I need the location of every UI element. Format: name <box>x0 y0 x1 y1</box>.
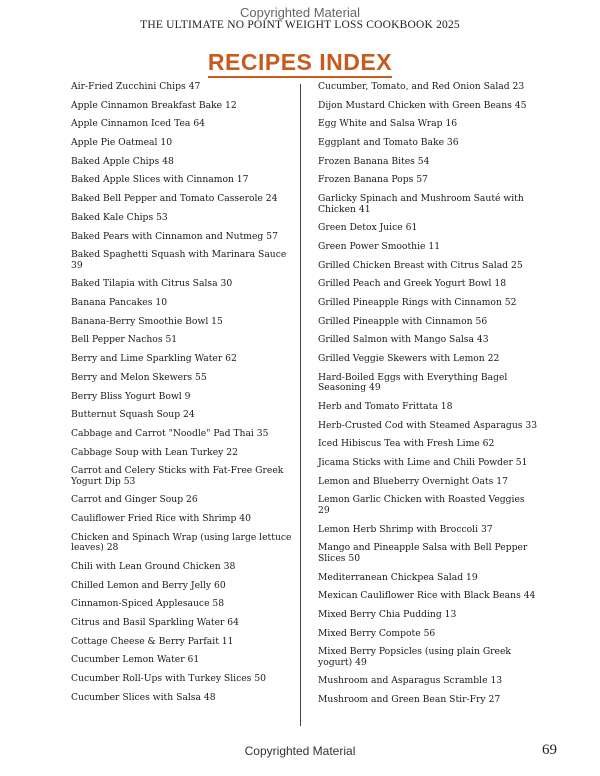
index-entry: Herb-Crusted Cod with Steamed Asparagus 33 <box>318 419 538 431</box>
index-entry: Berry and Melon Skewers 55 <box>71 371 207 383</box>
index-entry: Cottage Cheese & Berry Parfait 11 <box>71 635 234 647</box>
page-number: 69 <box>542 742 557 758</box>
index-entry: Cucumber Roll-Ups with Turkey Slices 50 <box>71 673 267 685</box>
index-entry: Herb and Tomato Frittata 18 <box>318 401 453 412</box>
index-entry: Hard-Boiled Eggs with Everything Bagel Seasoning 49 <box>318 371 508 394</box>
index-entry: Mediterranean Chickpea Salad 19 <box>318 571 478 583</box>
index-entry: Grilled Salmon with Mango Salsa 43 <box>318 334 489 346</box>
index-entry: Apple Pie Oatmeal 10 <box>71 137 173 149</box>
index-entry: Bell Pepper Nachos 51 <box>71 334 178 346</box>
index-entry: Mexican Cauliflower Rice with Black Beans 44 <box>318 590 536 602</box>
index-entry: Green Power Smoothie 11 <box>318 241 441 252</box>
book-title: THE ULTIMATE NO POINT WEIGHT LOSS COOKBOOK 2025 <box>140 19 460 31</box>
index-entry: Apple Cinnamon Breakfast Bake 12 <box>71 99 237 111</box>
index-entry: Cucumber Slices with Salsa 48 <box>71 691 216 703</box>
page-title-text: RECIPES INDEX <box>208 49 392 78</box>
index-entry: Apple Cinnamon Iced Tea 64 <box>71 118 206 130</box>
index-entry: Egg White and Salsa Wrap 16 <box>318 118 458 130</box>
index-entry: Baked Kale Chips 53 <box>71 211 168 223</box>
index-entry: Chili with Lean Ground Chicken 38 <box>71 561 236 572</box>
index-entry: Air-Fried Zucchini Chips 47 <box>71 81 201 92</box>
index-entry: Dijon Mustard Chicken with Green Beans 45 <box>318 99 527 111</box>
index-entry: Cauliflower Fried Rice with Shrimp 40 <box>71 513 251 525</box>
index-entry: Banana Pancakes 10 <box>71 297 168 309</box>
column-divider <box>300 84 301 726</box>
index-entry: Mushroom and Green Bean Stir-Fry 27 <box>318 694 501 706</box>
index-entry: Chilled Lemon and Berry Jelly 60 <box>71 579 226 591</box>
index-entry: Cabbage and Carrot "Noodle" Pad Thai 35 <box>71 427 269 439</box>
index-entry: Carrot and Celery Sticks with Fat-Free Greek Yogurt Dip 53 <box>71 465 284 487</box>
page-title <box>0 49 600 76</box>
index-entry: Cucumber Lemon Water 61 <box>71 654 200 666</box>
index-entry: Jicama Sticks with Lime and Chili Powder 51 <box>318 457 528 469</box>
index-entry: Chicken and Spinach Wrap (using large lettuce leaves) 28 <box>71 531 292 554</box>
index-entry: Lemon and Blueberry Overnight Oats 17 <box>318 475 508 487</box>
copyright-watermark-footer: Copyrighted Material <box>244 744 356 758</box>
recipe-index-left-column <box>71 82 293 712</box>
index-entry: Green Detox Juice 61 <box>318 222 418 234</box>
index-entry: Baked Apple Chips 48 <box>71 155 174 167</box>
index-entry: Mushroom and Asparagus Scramble 13 <box>318 675 503 687</box>
index-entry: Cucumber, Tomato, and Red Onion Salad 23 <box>318 81 525 92</box>
recipe-index-right-column <box>318 82 538 714</box>
index-entry: Baked Spaghetti Squash with Marinara Sauce 39 <box>71 249 287 271</box>
index-entry: Baked Pears with Cinnamon and Nutmeg 57 <box>71 230 278 242</box>
index-entry: Iced Hibiscus Tea with Fresh Lime 62 <box>318 438 495 450</box>
index-entry: Frozen Banana Pops 57 <box>318 174 428 186</box>
index-entry: Mixed Berry Chia Pudding 13 <box>318 608 457 620</box>
index-entry: Cinnamon-Spiced Applesauce 58 <box>71 598 225 610</box>
index-entry: Mango and Pineapple Salsa with Bell Pepper Slices 50 <box>318 542 528 564</box>
index-entry: Citrus and Basil Sparkling Water 64 <box>71 617 240 629</box>
index-entry: Grilled Pineapple with Cinnamon 56 <box>318 315 488 327</box>
index-entry: Banana-Berry Smoothie Bowl 15 <box>71 315 223 327</box>
index-entry: Berry Bliss Yogurt Bowl 9 <box>71 390 191 402</box>
index-entry: Cabbage Soup with Lean Turkey 22 <box>71 446 238 458</box>
index-entry: Lemon Garlic Chicken with Roasted Veggies 29 <box>318 494 525 516</box>
index-entry: Butternut Squash Soup 24 <box>71 409 195 421</box>
index-entry: Eggplant and Tomato Bake 36 <box>318 137 459 149</box>
index-entry: Berry and Lime Sparkling Water 62 <box>71 353 237 365</box>
index-entry: Carrot and Ginger Soup 26 <box>71 494 198 506</box>
index-entry: Grilled Veggie Skewers with Lemon 22 <box>318 353 500 365</box>
copyright-watermark-top: Copyrighted Material <box>240 5 360 20</box>
index-entry: Grilled Peach and Greek Yogurt Bowl 18 <box>318 278 507 290</box>
index-entry: Grilled Chicken Breast with Citrus Salad 25 <box>318 259 523 271</box>
index-entry: Mixed Berry Popsicles (using plain Greek yogurt) 49 <box>318 646 511 668</box>
index-entry: Frozen Banana Bites 54 <box>318 155 430 167</box>
index-entry: Baked Tilapia with Citrus Salsa 30 <box>71 278 233 290</box>
index-entry: Mixed Berry Compote 56 <box>318 627 436 639</box>
index-entry: Baked Apple Slices with Cinnamon 17 <box>71 174 249 186</box>
index-entry: Grilled Pineapple Rings with Cinnamon 52 <box>318 297 517 309</box>
index-entry: Baked Bell Pepper and Tomato Casserole 24 <box>71 193 278 205</box>
index-entry: Garlicky Spinach and Mushroom Sauté with Chicken 41 <box>318 193 524 215</box>
index-entry: Lemon Herb Shrimp with Broccoli 37 <box>318 523 493 535</box>
